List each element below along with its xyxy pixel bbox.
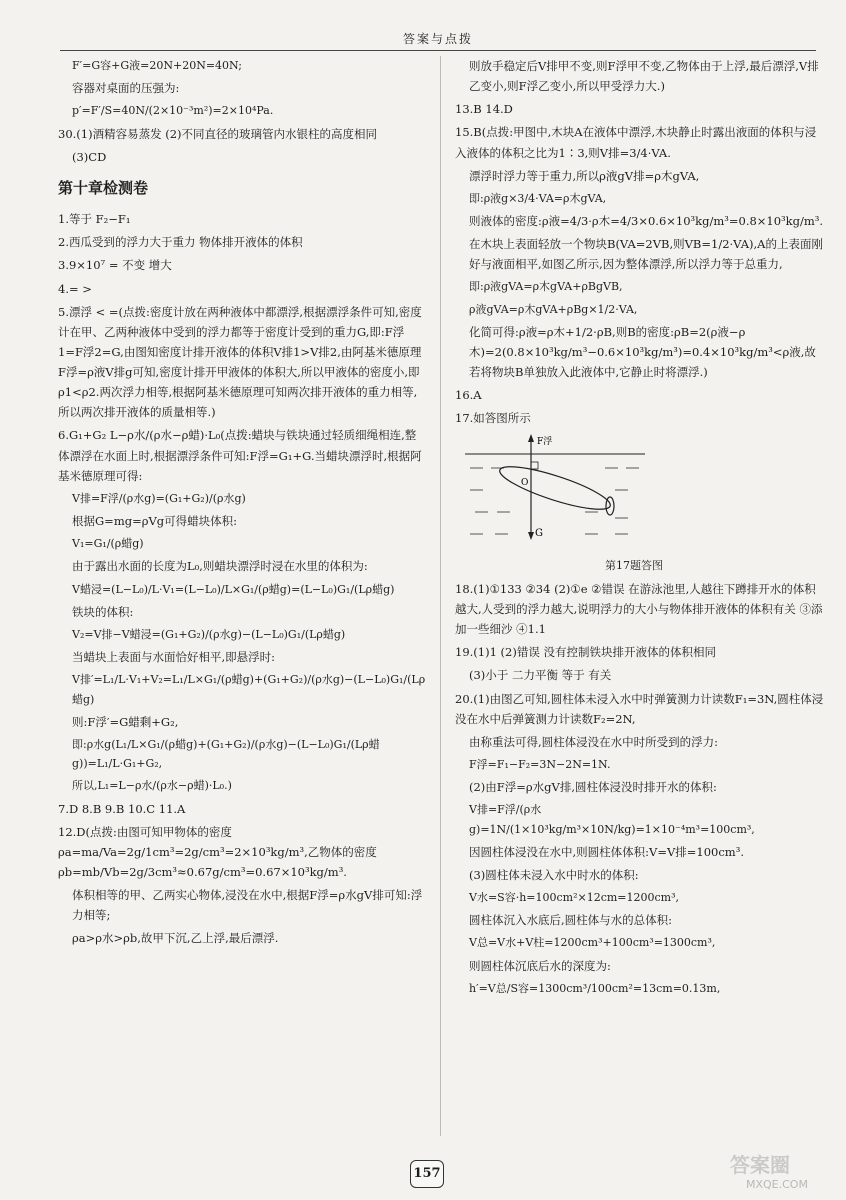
answer-line: F浮=F₁−F₂=3N−2N=1N. <box>469 757 611 771</box>
answer-line: V排=F浮/(ρ水g)=(G₁+G₂)/(ρ水g) <box>72 491 246 505</box>
answer-line: V总=V水+V柱=1200cm³+100cm³=1300cm³, <box>469 936 716 950</box>
answer-line: 由于露出水面的长度为L₀,则蜡块漂浮时浸在水里的体积为: <box>72 559 368 574</box>
answer-line: (3)圆柱体未浸入水中时水的体积: <box>469 867 639 882</box>
answer-line: p′=F′/S=40N/(2×10⁻³m²)=2×10⁴Pa. <box>72 104 274 118</box>
watermark-url: MXQE.COM <box>746 1178 808 1191</box>
answer-line: 12.D(点拨:由图可知甲物体的密度ρa=ma/Va=2g/1cm³=2g/cm³=2×10³kg/m³,乙物体的密度ρb=mb/Vb=2g/3cm³≈0.67g/cm³=0.67×10³kg/m³. <box>58 824 377 879</box>
answer-line: 在木块上表面轻放一个物块B(VA=2VB,则VB=1/2·VA),A的上表面刚好与液面相平,如图乙所示,因为整体漂浮,所以浮力等于总重力, <box>469 237 823 272</box>
answer-line: 容器对桌面的压强为: <box>72 81 180 96</box>
answer-line: 因圆柱体浸没在水中,则圆柱体体积:V=V排=100cm³. <box>469 844 744 859</box>
answer-line: 由称重法可得,圆柱体浸没在水中时所受到的浮力: <box>469 734 719 749</box>
answer-line: 铁块的体积: <box>72 604 134 619</box>
answer-line: 漂浮时浮力等于重力,所以ρ液gV排=ρ木gVA, <box>469 168 700 183</box>
answer-line: 即:ρ液gVA=ρ木gVA+ρBgVB, <box>469 280 623 294</box>
answer-line: 则:F浮′=G蜡剩+G₂, <box>72 714 179 729</box>
answer-line: V蜡浸=(L−L₀)/L·V₁=(L−L₀)/L×G₁/(ρ蜡g)=(L−L₀)G₁/(Lρ蜡g) <box>72 582 395 596</box>
answer-line: V₁=G₁/(ρ蜡g) <box>72 537 144 551</box>
answer-figure-17 <box>455 432 655 547</box>
answer-line: V水=S容·h=100cm²×12cm=1200cm³, <box>469 891 680 904</box>
answer-line: (3)CD <box>72 149 107 164</box>
column-divider <box>440 56 441 1136</box>
watermark-text: 答案圈 <box>730 1153 790 1177</box>
answer-line: 19.(1)1 (2)错误 没有控制铁块排开液体的体积相同 <box>455 645 716 660</box>
answer-line: 化简可得:ρ液=ρ木+1/2·ρB,则B的密度:ρB=2(ρ液−ρ木)=2(0.8×10³kg/m³−0.6×10³kg/m³)=0.4×10³kg/m³<ρ液,故若将物块B单独放入此液体中,它静止时将漂浮.) <box>469 324 816 380</box>
answer-line: 20.(1)由图乙可知,圆柱体未浸入水中时弹簧测力计读数F₁=3N,圆柱体浸没在水中后弹簧测力计读数F₂=2N, <box>455 691 824 726</box>
figure-gravity-label: G <box>535 527 543 539</box>
answer-line: 16.A <box>455 388 482 403</box>
answer-line: V排=F浮/(ρ水g)=1N/(1×10³kg/m³×10N/kg)=1×10⁻⁴m³=100cm³, <box>469 803 755 836</box>
answer-line: 30.(1)酒精容易蒸发 (2)不同直径的玻璃管内水银柱的高度相同 <box>58 126 378 141</box>
answer-line: 3.9×10⁷ = 不变 增大 <box>58 258 172 273</box>
answer-line: 则液体的密度:ρ液=4/3·ρ木=4/3×0.6×10³kg/m³=0.8×10³kg/m³. <box>469 214 824 228</box>
answer-line: 当蜡块上表面与水面恰好相平,即悬浮时: <box>72 650 276 665</box>
answer-line: 1.等于 F₂−F₁ <box>58 212 131 227</box>
answer-line: 15.B(点拨:甲图中,木块A在液体中漂浮,木块静止时露出液面的体积与浸入液体的体积之比为1∶3,则V排=3/4·VA. <box>455 125 817 160</box>
answer-line: 4.= > <box>58 281 92 296</box>
answer-line: 13.B 14.D <box>455 102 513 117</box>
answer-line: 则圆柱体沉底后水的深度为: <box>469 958 611 973</box>
chapter-title: 第十章检测卷 <box>58 178 149 197</box>
answer-line: 体积相等的甲、乙两实心物体,浸没在水中,根据F浮=ρ水gV排可知:浮力相等; <box>72 888 423 923</box>
answer-line: 根据G=mg=ρVg可得蜡块体积: <box>72 514 238 528</box>
answer-line: ρ液gVA=ρ木gVA+ρBg×1/2·VA, <box>469 302 638 316</box>
answer-line: (2)由F浮=ρ水gV排,圆柱体浸没时排开水的体积: <box>469 780 717 795</box>
figure-container <box>455 432 825 553</box>
watermark-logo <box>726 1148 836 1192</box>
answer-line: 圆柱体沉入水底后,圆柱体与水的总体积: <box>469 913 673 928</box>
running-header: 答案与点拨 <box>60 30 816 51</box>
figure-caption: 第17题答图 <box>605 558 663 572</box>
left-column <box>58 56 426 952</box>
answer-line: h′=V总/S容=1300cm³/100cm²=13cm=0.13m, <box>469 981 721 995</box>
answer-line: 7.D 8.B 9.B 10.C 11.A <box>58 801 186 816</box>
right-column <box>455 56 825 1001</box>
answer-line: 则放手稳定后V排甲不变,则F浮甲不变,乙物体由于上浮,最后漂浮,V排乙变小,则F浮乙变小,所以甲受浮力大.) <box>469 59 819 94</box>
answer-line: ρa>ρ水>ρb,故甲下沉,乙上浮,最后漂浮. <box>72 931 279 946</box>
answer-line: F′=G容+G液=20N+20N=40N; <box>72 59 242 72</box>
answer-line: V排′=L₁/L·V₁+V₂=L₁/L×G₁/(ρ蜡g)+(G₁+G₂)/(ρ水g)−(L−L₀)G₁/(Lρ蜡g) <box>72 673 426 706</box>
answer-line: 18.(1)①133 ②34 (2)①e ②错误 在游泳池里,人越往下蹲排开水的体积越大,人受到的浮力越大,说明浮力的大小与物体排开液体的体积有关 ③添加一些细沙 ④1.1 <box>455 581 823 637</box>
figure-center-label: O <box>521 477 529 488</box>
answer-line: 2.西瓜受到的浮力大于重力 物体排开液体的体积 <box>58 235 303 250</box>
answer-line: (3)小于 二力平衡 等于 有关 <box>469 668 612 683</box>
figure-buoyancy-label: F浮 <box>537 436 553 447</box>
answer-line: 17.如答图所示 <box>455 411 531 426</box>
answer-line: 即:ρ水g(L₁/L×G₁/(ρ蜡g)+(G₁+G₂)/(ρ水g)−(L−L₀)G₁/(Lρ蜡g))=L₁/L·G₁+G₂, <box>72 737 380 771</box>
page-number: 157 <box>410 1160 444 1188</box>
answer-line: 5.漂浮 < =(点拨:密度计放在两种液体中都漂浮,根据漂浮条件可知,密度计在甲、乙两种液体中受到的浮力都等于密度计受到的重力G,即:F浮1=F浮2=G,由图知密度计排开液体的体积V排1>V排2,由阿基米德原理F浮=ρ液V排g可知,密度计排开甲液体的体积大,所以甲液体的密度小,即ρ1<ρ2.两次浮力相等,根据阿基米德原理可知两次排开液体的重力相等,所以两次排开液体的质量相等.) <box>58 304 422 420</box>
answer-line: V₂=V排−V蜡浸=(G₁+G₂)/(ρ水g)−(L−L₀)G₁/(Lρ蜡g) <box>72 627 346 641</box>
answer-line: 所以,L₁=L−ρ水/(ρ水−ρ蜡)·L₀.) <box>72 779 232 793</box>
answer-line: 即:ρ液g×3/4·VA=ρ木gVA, <box>469 191 607 205</box>
answer-line: 6.G₁+G₂ L−ρ水/(ρ水−ρ蜡)·L₀(点拨:蜡块与铁块通过轻质细绳相连,整体漂浮在水面上时,根据漂浮条件可知:F浮=G₁+G.当蜡块漂浮时,根据阿基米德原理可得: <box>58 428 422 483</box>
